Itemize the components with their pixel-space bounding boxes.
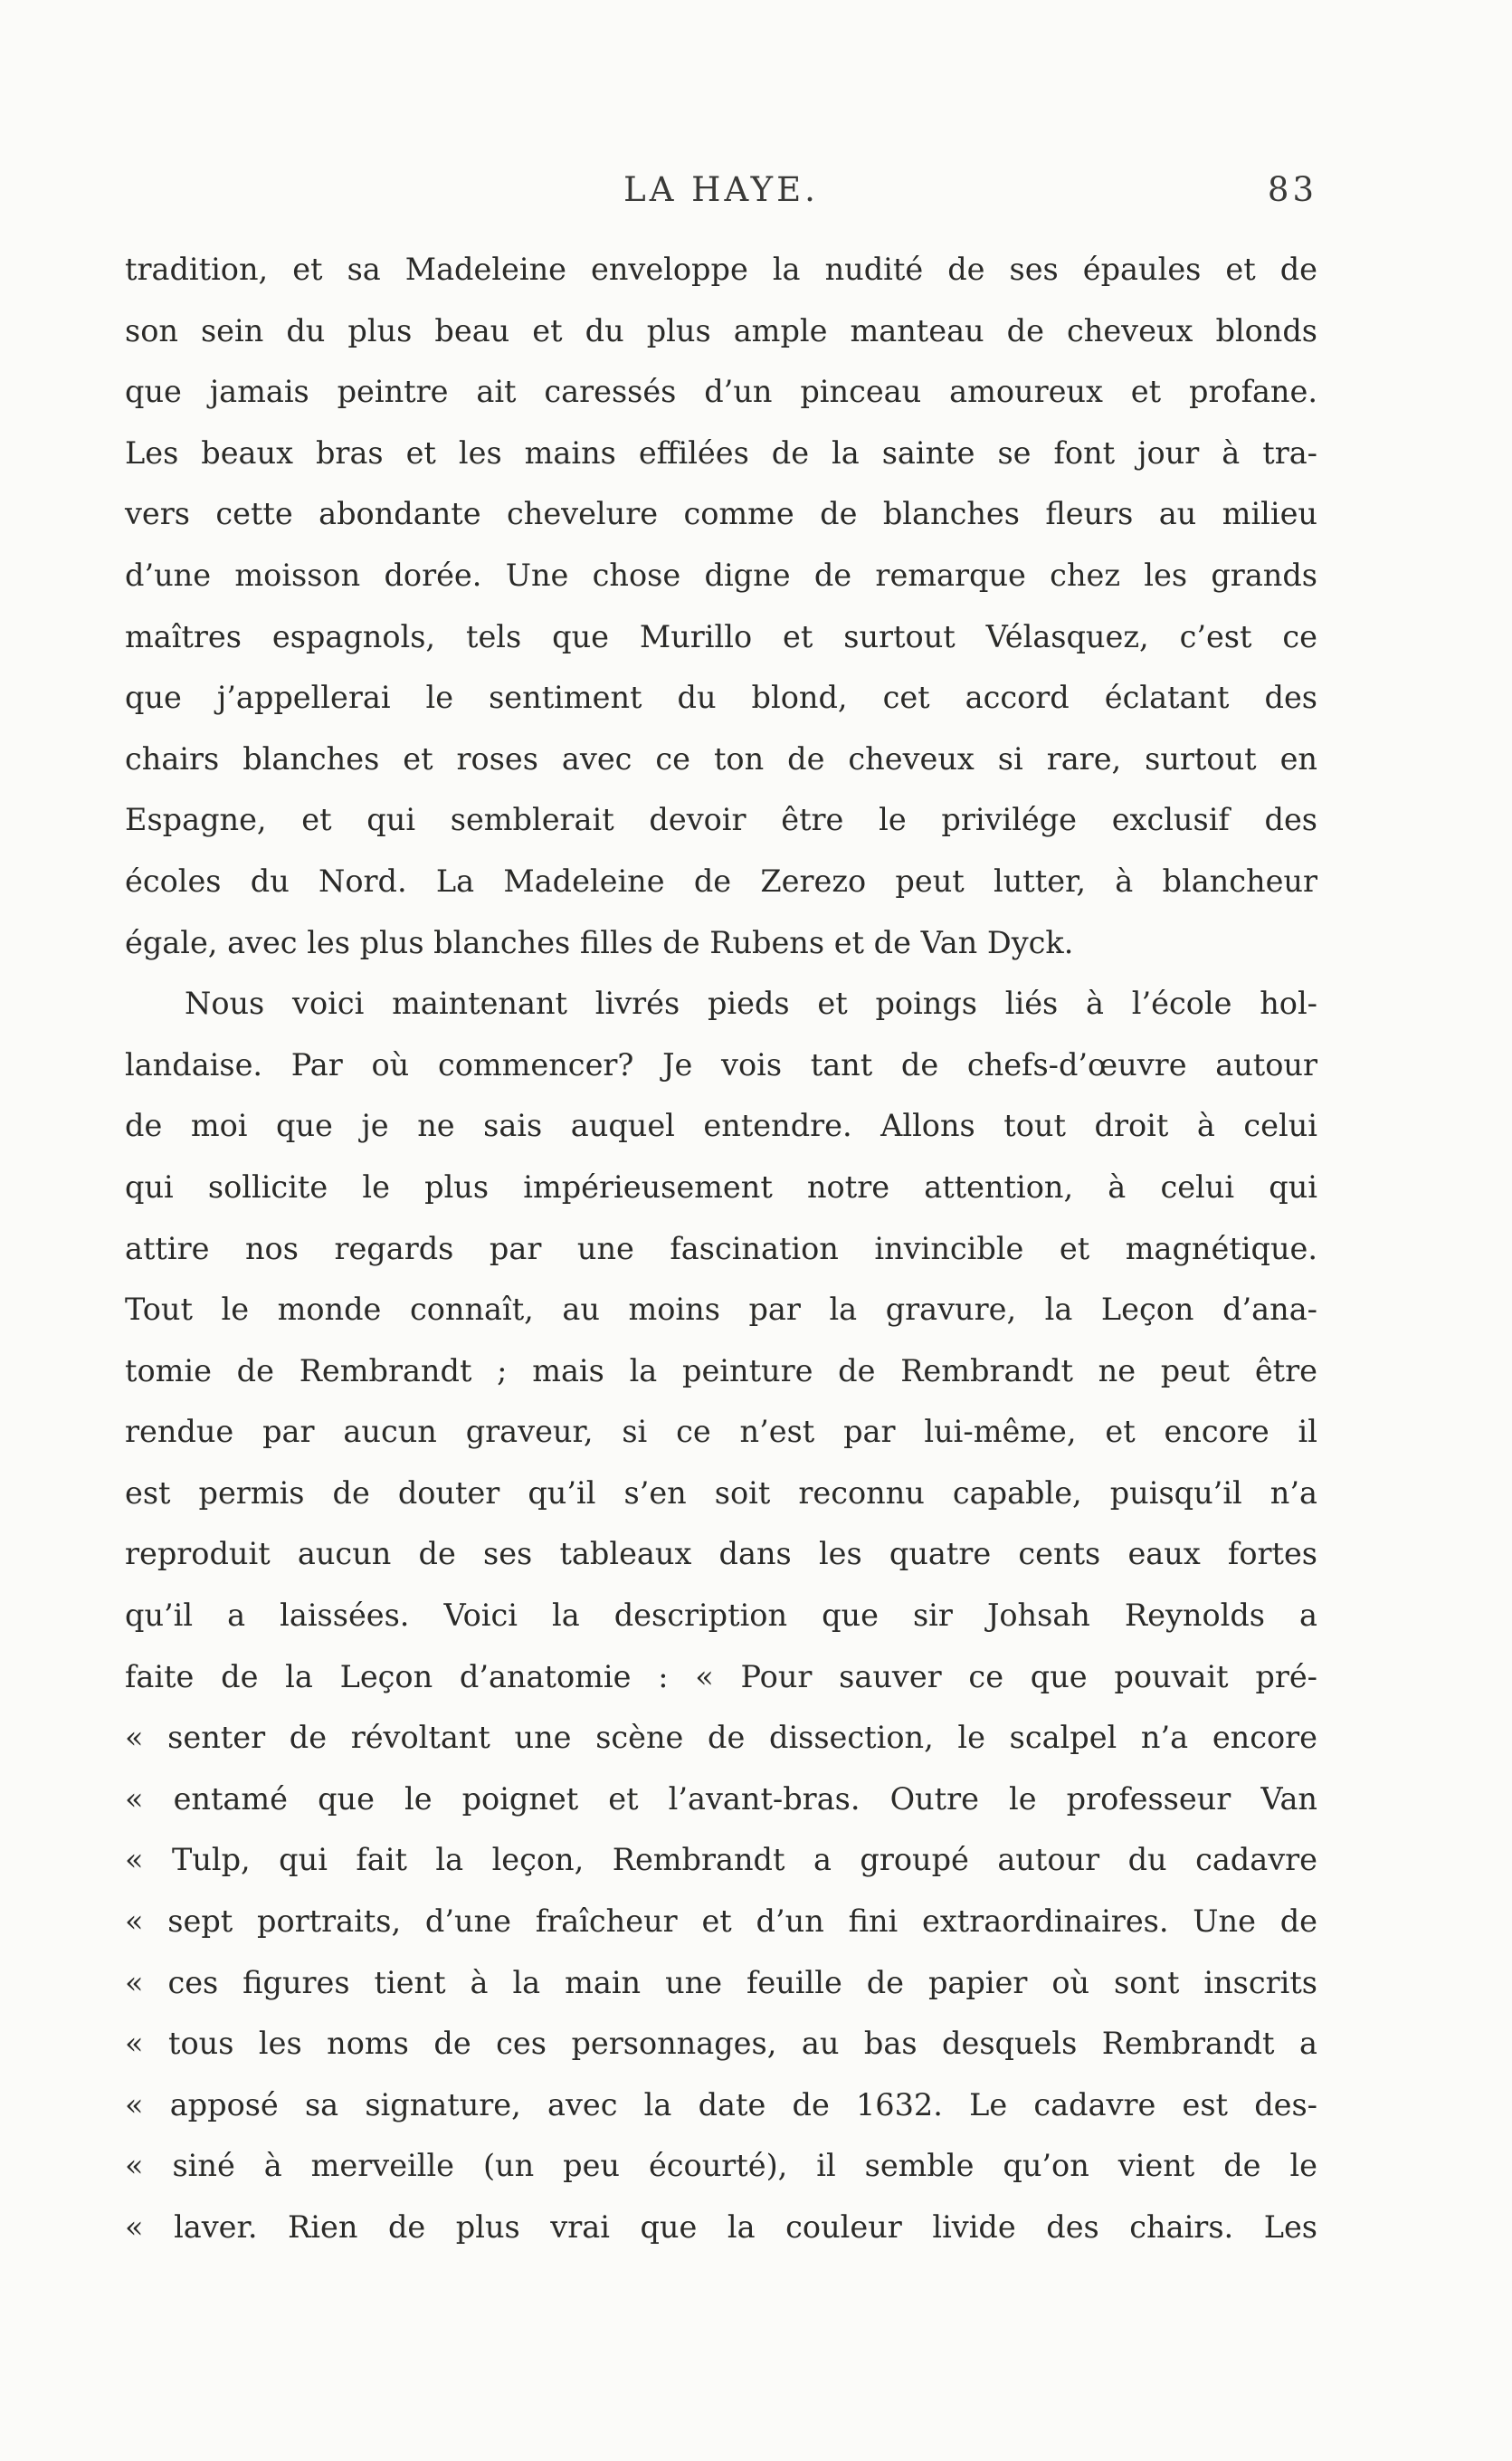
text-line: qui sollicite le plus impérieusement notre attention, à celui qui	[125, 1168, 1317, 1205]
text-line: chairs blanches et roses avec ce ton de cheveux si rare, surtout en	[125, 740, 1317, 777]
text-line: Tout le monde connaît, au moins par la gravure, la Leçon d’ana-	[125, 1292, 1317, 1328]
body-text	[125, 239, 1317, 2258]
quote-line: « tous les noms de ces personnages, au bas desquels Rembrandt a	[125, 2026, 1317, 2062]
text-line: rendue par aucun graveur, si ce n’est par lui-même, et encore il	[125, 1414, 1317, 1450]
text-line: faite de la Leçon d’anatomie : « Pour sauver ce que pouvait pré-	[125, 1658, 1317, 1694]
text-line: que j’appellerai le sentiment du blond, cet accord éclatant des	[125, 680, 1317, 716]
text-line: landaise. Par où commencer? Je vois tant de chefs-d’œuvre autour	[125, 1046, 1317, 1083]
text-line: est permis de douter qu’il s’en soit reconnu capable, puisqu’il n’a	[125, 1474, 1317, 1511]
text-line: écoles du Nord. La Madeleine de Zerezo peut lutter, à blancheur	[125, 863, 1317, 899]
quote-line: « entamé que le poignet et l’avant-bras. Outre le professeur Van	[125, 1780, 1317, 1817]
paragraph-end-line: égale, avec les plus blanches filles de Rubens et de Van Dyck.	[125, 924, 1074, 960]
quote-line: « Tulp, qui fait la leçon, Rembrandt a groupé autour du cadavre	[125, 1842, 1317, 1878]
quote-line: « laver. Rien de plus vrai que la couleur livide des chairs. Les	[125, 2209, 1317, 2245]
page-number: 83	[1267, 170, 1317, 209]
text-line: vers cette abondante chevelure comme de blanches fleurs au milieu	[125, 496, 1317, 532]
text-line: qu’il a laissées. Voici la description que sir Johsah Reynolds a	[125, 1598, 1317, 1634]
quote-line: « senter de révoltant une scène de dissection, le scalpel n’a encore	[125, 1720, 1317, 1756]
text-line: maîtres espagnols, tels que Murillo et surtout Vélasquez, c’est ce	[125, 618, 1317, 654]
text-line: tradition, et sa Madeleine enveloppe la nudité de ses épaules et de	[125, 252, 1317, 287]
quote-line: « apposé sa signature, avec la date de 1632. Le cadavre est des-	[125, 2086, 1317, 2122]
running-title: LA HAYE.	[623, 170, 819, 209]
text-line: attire nos regards par une fascination invincible et magnétique.	[125, 1230, 1317, 1266]
text-line: que jamais peintre ait caressés d’un pinceau amoureux et profane.	[125, 374, 1317, 410]
text-line: son sein du plus beau et du plus ample manteau de cheveux blonds	[125, 312, 1317, 348]
text-line: tomie de Rembrandt ; mais la peinture de Rembrandt ne peut être	[125, 1352, 1317, 1388]
paragraph-start-line: Nous voici maintenant livrés pieds et poings liés à l’école hol-	[185, 986, 1317, 1022]
quote-line: « ces figures tient à la main une feuille de papier où sont inscrits	[125, 1964, 1317, 2000]
text-line: Espagne, et qui semblerait devoir être le privilége exclusif des	[125, 802, 1317, 838]
quote-line: « siné à merveille (un peu écourté), il semble qu’on vient de le	[125, 2148, 1317, 2184]
text-line: reproduit aucun de ses tableaux dans les quatre cents eaux fortes	[125, 1536, 1317, 1572]
text-line: Les beaux bras et les mains effilées de la sainte se font jour à tra-	[125, 434, 1317, 471]
running-head	[125, 170, 1317, 215]
text-line: d’une moisson dorée. Une chose digne de remarque chez les grands	[125, 557, 1317, 593]
quote-line: « sept portraits, d’une fraîcheur et d’un fini extraordinaires. Une de	[125, 1903, 1317, 1940]
text-line: de moi que je ne sais auquel entendre. Allons tout droit à celui	[125, 1108, 1317, 1144]
